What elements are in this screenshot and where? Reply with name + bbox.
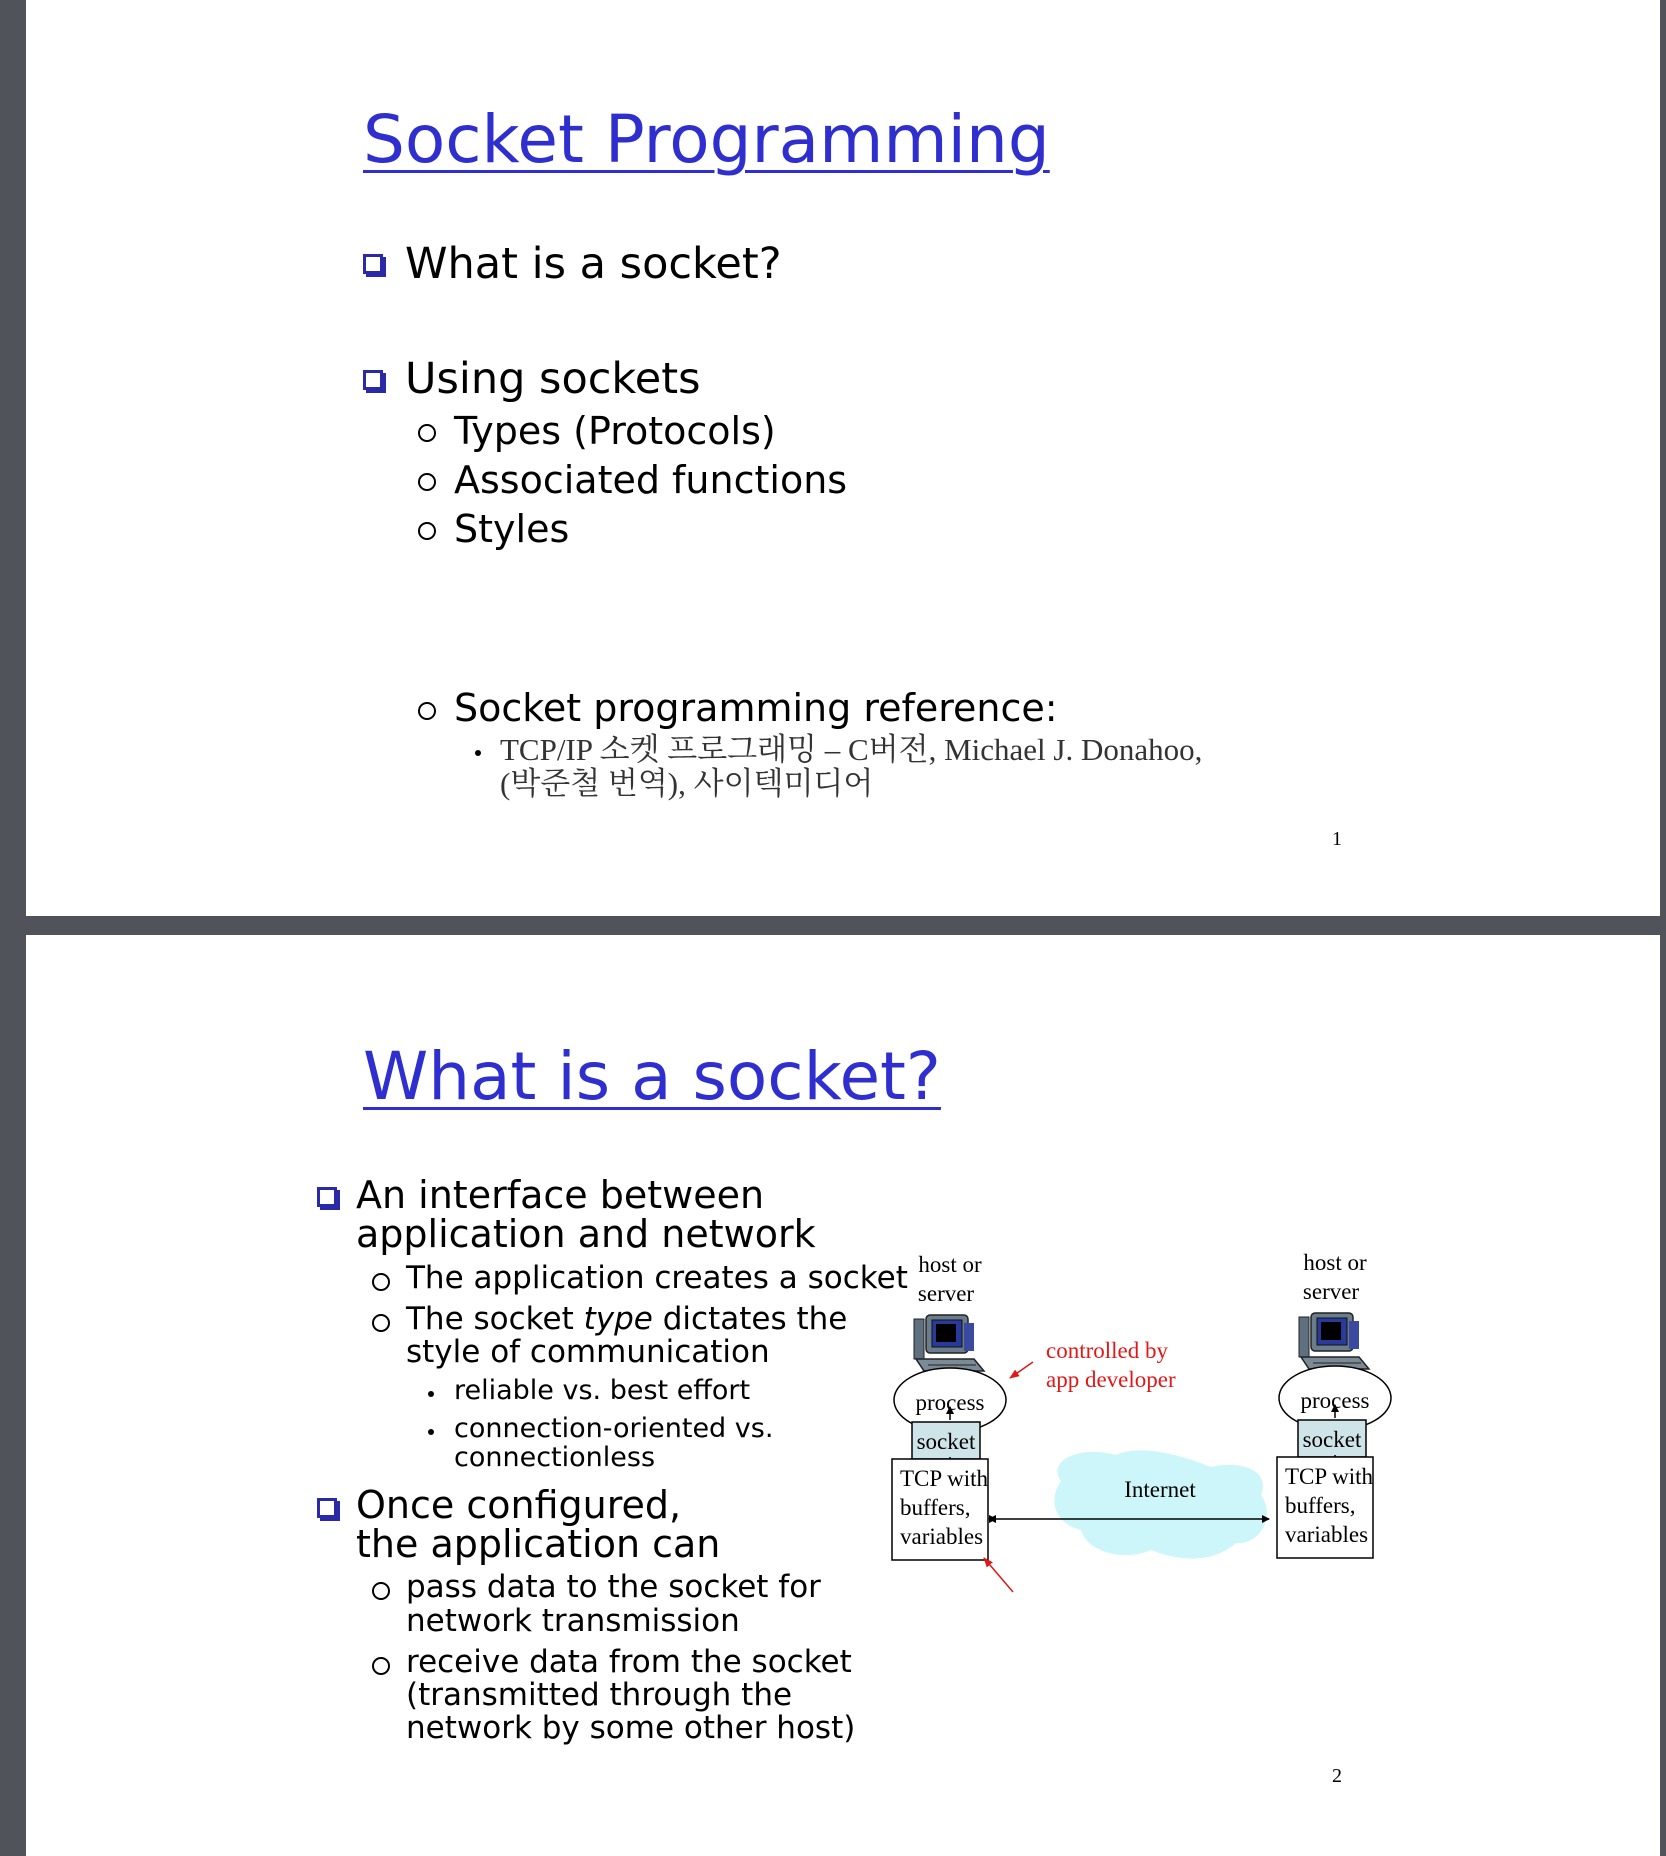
- circle-bullet-icon: [418, 702, 436, 720]
- left-socket-label: socket: [916, 1429, 976, 1454]
- internet-cloud: [1054, 1450, 1267, 1558]
- bullet-configured-line-1: Once configured,: [356, 1483, 682, 1527]
- sub-item-styles: Styles: [454, 507, 570, 551]
- controlled-by-line-2: app developer: [1046, 1367, 1176, 1392]
- page-number: 2: [1332, 1765, 1342, 1787]
- bullet-what-is-socket: What is a socket?: [405, 239, 782, 289]
- reference-line-2: (박준철 번역), 사이텍미디어: [500, 766, 874, 801]
- controlled-by-line-1: controlled by: [1046, 1338, 1168, 1363]
- internet-label: Internet: [1124, 1477, 1196, 1502]
- bullet-configured-line-2: the application can: [356, 1522, 721, 1566]
- sub-receive-data-line-1: receive data from the socket: [406, 1644, 852, 1680]
- controlled-arrow: [984, 1558, 1013, 1592]
- right-tcp-line-2: buffers,: [1285, 1493, 1356, 1518]
- right-host-label-line-1: host or: [1303, 1250, 1367, 1275]
- left-tcp-line-3: variables: [900, 1524, 984, 1549]
- bullet-using-sockets: Using sockets: [405, 354, 701, 404]
- right-host-label-line-2: server: [1302, 1279, 1360, 1304]
- subsub-reliable: reliable vs. best effort: [454, 1375, 751, 1406]
- circle-bullet-icon: [418, 424, 436, 442]
- circle-bullet-icon: [372, 1582, 390, 1600]
- square-bullet-icon: [317, 1498, 337, 1518]
- circle-bullet-icon: [372, 1314, 390, 1332]
- computer-icon: [914, 1315, 984, 1371]
- reference-line-1: TCP/IP 소켓 프로그래밍 – C버전, Michael J. Donahoo,: [500, 732, 1203, 767]
- socket-diagram: [866, 1245, 1426, 1635]
- square-bullet-icon: [363, 254, 383, 274]
- right-socket-label: socket: [1302, 1427, 1362, 1452]
- square-bullet-icon: [363, 370, 383, 390]
- left-host-label-line-1: host or: [918, 1252, 982, 1277]
- sub-receive-data-line-2: (transmitted through the: [406, 1677, 793, 1713]
- right-tcp-line-3: variables: [1285, 1522, 1369, 1547]
- left-tcp-line-1: TCP with: [900, 1466, 988, 1491]
- sub-item-types: Types (Protocols): [454, 409, 776, 453]
- square-bullet-icon: [317, 1187, 337, 1207]
- sub-socket-type-a: The socket: [406, 1301, 584, 1337]
- sub-socket-type-em: type: [583, 1301, 653, 1337]
- page-title: Socket Programming: [363, 101, 1050, 178]
- circle-bullet-icon: [372, 1657, 390, 1675]
- left-tcp-line-2: buffers,: [900, 1495, 971, 1520]
- circle-bullet-icon: [418, 522, 436, 540]
- sub-socket-type-b: dictates the: [652, 1301, 848, 1337]
- dot-bullet-icon: [475, 750, 481, 756]
- right-tcp-line-1: TCP with: [1285, 1464, 1373, 1489]
- page-number: 1: [1332, 828, 1342, 850]
- subsub-connection-line-2: connectionless: [454, 1442, 656, 1473]
- circle-bullet-icon: [418, 473, 436, 491]
- sub-creates-socket: The application creates a socket: [406, 1260, 908, 1296]
- sub-receive-data-line-3: network by some other host): [406, 1710, 856, 1746]
- circle-bullet-icon: [372, 1273, 390, 1291]
- sub-item-functions: Associated functions: [454, 458, 848, 502]
- right-process-label: process: [1300, 1388, 1370, 1413]
- sub-socket-type-line-1: [406, 1301, 847, 1337]
- reference-heading: Socket programming reference:: [454, 686, 1058, 730]
- dot-bullet-icon: [428, 1429, 434, 1435]
- left-host-label-line-2: server: [917, 1281, 975, 1306]
- computer-icon: [1299, 1313, 1369, 1369]
- slide-page-1: [26, 0, 1660, 916]
- bullet-interface-line-1: An interface between: [356, 1173, 765, 1217]
- sub-socket-type-line-2: style of communication: [406, 1334, 770, 1370]
- dot-bullet-icon: [428, 1391, 434, 1397]
- slide-page-2: [26, 935, 1660, 1856]
- controlled-arrow: [1010, 1362, 1033, 1378]
- page-title: What is a socket?: [363, 1038, 941, 1115]
- bullet-interface-line-2: application and network: [356, 1212, 816, 1256]
- left-process-label: process: [915, 1390, 985, 1415]
- sub-pass-data-line-1: pass data to the socket for: [406, 1569, 821, 1605]
- sub-pass-data-line-2: network transmission: [406, 1603, 740, 1639]
- subsub-connection-line-1: connection-oriented vs.: [454, 1413, 774, 1444]
